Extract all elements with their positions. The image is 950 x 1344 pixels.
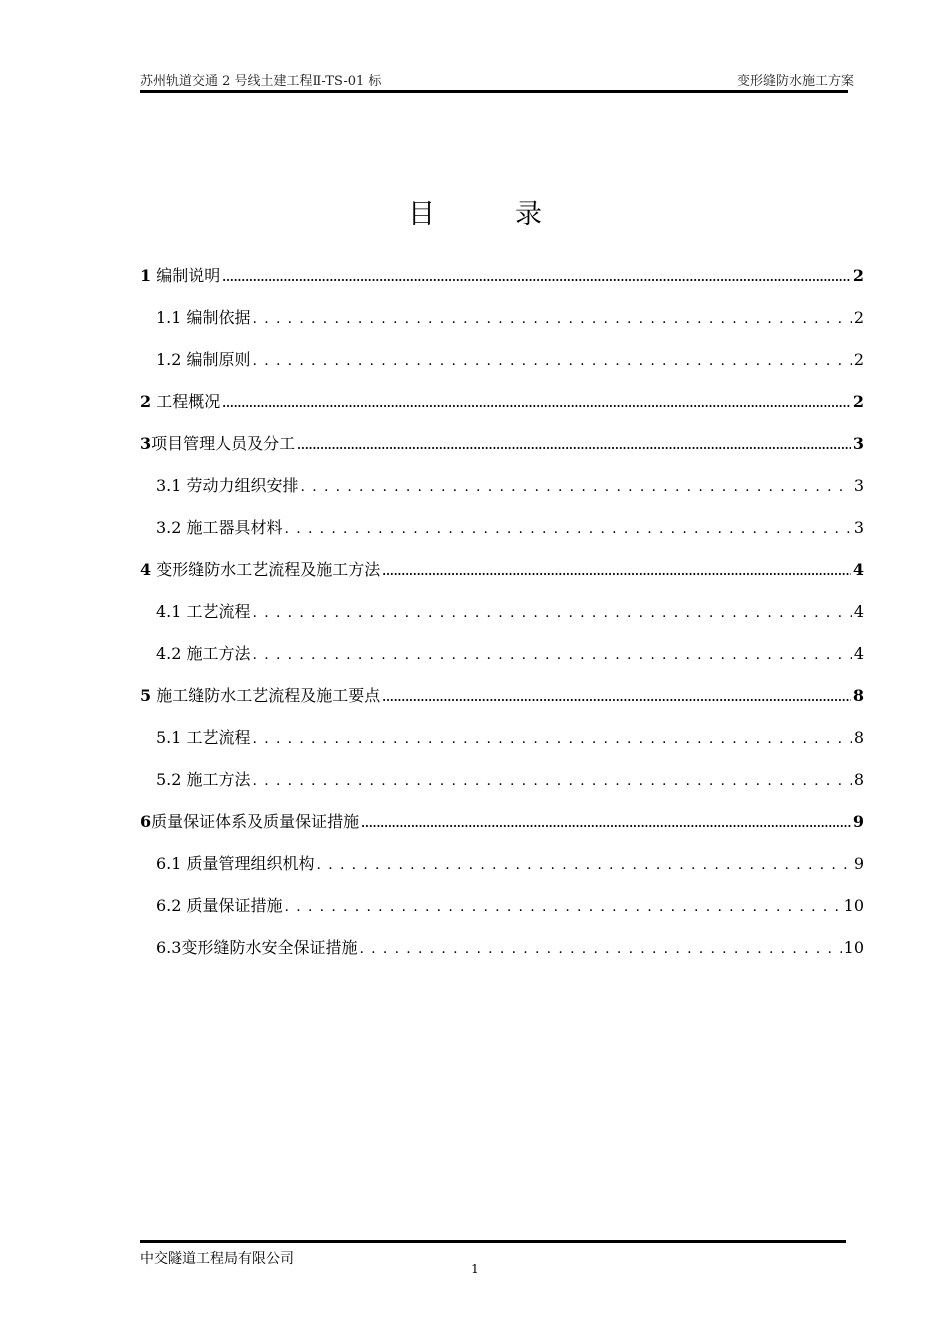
toc-entry-text: 施工方法	[181, 770, 251, 789]
toc-entry-label	[140, 809, 359, 835]
toc-section-entry[interactable]	[140, 641, 864, 683]
footer-rule	[140, 1240, 846, 1243]
toc-dot-leader	[285, 893, 842, 920]
toc-entry-text: 劳动力组织安排	[181, 476, 299, 495]
toc-entry-text: 施工缝防水工艺流程及施工要点	[151, 686, 381, 705]
toc-entry-page: 2	[853, 308, 864, 327]
toc-entry-number: 1.2	[156, 350, 182, 369]
toc-entry-number: 3.1	[156, 476, 182, 495]
toc-section-entry[interactable]	[140, 515, 864, 557]
toc-entry-number: 1	[140, 266, 152, 285]
toc-entry-page: 10	[843, 896, 864, 915]
toc-entry-text: 项目管理人员及分工	[151, 434, 296, 453]
toc-entry-page: 4	[853, 602, 864, 621]
toc-entry-label	[156, 851, 315, 877]
toc-entry-label	[156, 515, 283, 541]
toc-entry-page: 3	[853, 518, 864, 537]
toc-entry-label	[140, 389, 220, 415]
toc-dot-leader	[253, 347, 852, 374]
footer-page-number: 1	[471, 1262, 479, 1276]
toc-entry-number: 3	[140, 434, 152, 453]
toc-entry-page: 8	[853, 728, 864, 747]
footer-company: 中交隧道工程局有限公司	[140, 1251, 294, 1267]
toc-entry-number: 2	[140, 392, 152, 411]
toc-entry-number: 6	[140, 812, 152, 831]
toc-section-entry[interactable]	[140, 893, 864, 935]
toc-entry-label	[156, 305, 251, 331]
toc-dot-leader	[222, 263, 851, 291]
toc-entry-text: 工艺流程	[181, 602, 251, 621]
toc-entry-number: 6.1	[156, 854, 182, 873]
toc-entry-page: 4	[853, 644, 864, 663]
toc-dot-leader	[382, 557, 851, 585]
toc-entry-text: 编制说明	[151, 266, 221, 285]
toc-dot-leader	[253, 767, 852, 794]
toc-entry-text: 施工方法	[181, 644, 251, 663]
table-of-contents	[140, 263, 864, 977]
toc-entry-page: 3	[853, 476, 864, 495]
toc-entry-number: 6.3	[156, 938, 182, 957]
toc-entry-label	[140, 683, 380, 709]
toc-entry-number: 5.2	[156, 770, 182, 789]
toc-dot-leader	[359, 935, 841, 962]
toc-chapter-entry[interactable]	[140, 683, 864, 725]
toc-section-entry[interactable]	[140, 851, 864, 893]
toc-dot-leader	[297, 431, 851, 459]
toc-entry-page: 2	[852, 392, 864, 411]
toc-entry-text: 质量保证体系及质量保证措施	[151, 812, 360, 831]
toc-entry-label	[156, 641, 251, 667]
toc-entry-text: 工程概况	[151, 392, 221, 411]
page-title: 目录	[408, 199, 622, 230]
toc-entry-number: 5	[140, 686, 152, 705]
toc-entry-text: 编制原则	[181, 350, 251, 369]
toc-entry-page: 9	[853, 854, 864, 873]
toc-entry-text: 编制依据	[181, 308, 251, 327]
toc-entry-page: 8	[852, 686, 864, 705]
toc-section-entry[interactable]	[140, 767, 864, 809]
header-project-name: 苏州轨道交通 2 号线土建工程Ⅱ-TS-01 标	[140, 74, 382, 89]
toc-entry-number: 5.1	[156, 728, 182, 747]
header-document-title: 变形缝防水施工方案	[736, 74, 854, 89]
toc-entry-number: 4.1	[156, 602, 182, 621]
toc-entry-page: 4	[852, 560, 864, 579]
toc-section-entry[interactable]	[140, 305, 864, 347]
toc-entry-number: 4.2	[156, 644, 182, 663]
toc-entry-page: 10	[843, 938, 864, 957]
toc-entry-text: 变形缝防水安全保证措施	[181, 938, 358, 957]
toc-entry-text: 变形缝防水工艺流程及施工方法	[151, 560, 381, 579]
toc-chapter-entry[interactable]	[140, 809, 864, 851]
toc-dot-leader	[317, 851, 852, 878]
toc-section-entry[interactable]	[140, 347, 864, 389]
toc-entry-text: 质量保证措施	[181, 896, 283, 915]
toc-entry-label	[140, 557, 380, 583]
toc-dot-leader	[253, 599, 852, 626]
toc-dot-leader	[253, 641, 852, 668]
toc-entry-page: 9	[852, 812, 864, 831]
toc-dot-leader	[382, 683, 851, 711]
toc-section-entry[interactable]	[140, 599, 864, 641]
toc-entry-label	[156, 599, 251, 625]
toc-dot-leader	[285, 515, 852, 542]
toc-chapter-entry[interactable]	[140, 389, 864, 431]
toc-dot-leader	[253, 305, 852, 332]
toc-entry-number: 4	[140, 560, 152, 579]
toc-entry-text: 工艺流程	[181, 728, 251, 747]
toc-entry-text: 施工器具材料	[181, 518, 283, 537]
toc-dot-leader	[253, 725, 852, 752]
toc-entry-number: 6.2	[156, 896, 182, 915]
toc-dot-leader	[361, 809, 851, 837]
toc-entry-page: 3	[852, 434, 864, 453]
toc-dot-leader	[301, 473, 852, 500]
toc-entry-text: 质量管理组织机构	[181, 854, 315, 873]
toc-section-entry[interactable]	[140, 935, 864, 977]
toc-entry-page: 2	[852, 266, 864, 285]
toc-entry-label	[156, 473, 299, 499]
toc-entry-label	[140, 431, 295, 457]
toc-entry-label	[156, 935, 357, 961]
toc-entry-page: 2	[853, 350, 864, 369]
toc-chapter-entry[interactable]	[140, 431, 864, 473]
toc-entry-number: 3.2	[156, 518, 182, 537]
toc-entry-label	[156, 347, 251, 373]
toc-entry-page: 8	[853, 770, 864, 789]
toc-section-entry[interactable]	[140, 725, 864, 767]
toc-chapter-entry[interactable]	[140, 263, 864, 305]
toc-entry-label	[156, 725, 251, 751]
toc-entry-label	[156, 767, 251, 793]
toc-entry-label	[156, 893, 283, 919]
toc-entry-label	[140, 263, 220, 289]
toc-dot-leader	[222, 389, 851, 417]
toc-entry-number: 1.1	[156, 308, 182, 327]
toc-section-entry[interactable]	[140, 473, 864, 515]
header-rule	[140, 90, 848, 93]
toc-chapter-entry[interactable]	[140, 557, 864, 599]
